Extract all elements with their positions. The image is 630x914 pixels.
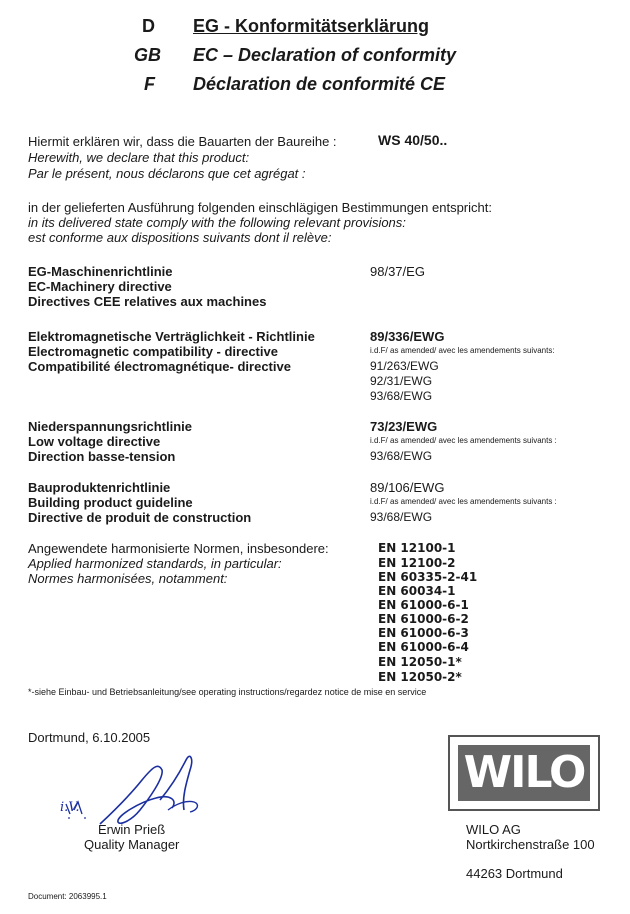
- directive-en: EC-Machinery directive: [28, 279, 172, 294]
- directive-de: Bauproduktenrichtlinie: [28, 480, 171, 495]
- signatory-title: Quality Manager: [84, 837, 180, 852]
- standards-fr: Normes harmonisées, notamment:: [28, 571, 228, 586]
- wilo-logo-text: WILO: [458, 745, 590, 801]
- standard-item: EN 61000-6-2: [378, 612, 469, 626]
- directive-en: Building product guideline: [28, 495, 193, 510]
- wilo-logo: [448, 735, 600, 811]
- footnote: *-siehe Einbau- und Betriebsanleitung/see operating instructions/regardez notice de mise en service: [28, 687, 427, 697]
- directive-fr: Directive de produit de construction: [28, 510, 252, 525]
- amendment-note: i.d.F/ as amended/ avec les amendements suivants:: [370, 346, 555, 355]
- directive-en: Low voltage directive: [28, 434, 161, 449]
- place-date: Dortmund, 6.10.2005: [28, 730, 151, 745]
- intro-fr: Par le présent, nous déclarons que cet agrégat :: [28, 166, 306, 181]
- amendment: 91/263/EWG: [370, 359, 439, 373]
- amendment: 93/68/EWG: [370, 389, 433, 403]
- standard-item: EN 60335-2-41: [378, 570, 478, 584]
- company-name: WILO AG: [466, 822, 521, 837]
- standard-item: EN 12100-1: [378, 541, 456, 555]
- provisions-fr: est conforme aux dispositions suivants dont il relève:: [28, 230, 332, 245]
- signatory-name: Erwin Prieß: [98, 822, 166, 837]
- directive-fr: Direction basse-tension: [28, 449, 176, 464]
- provisions-de: in der gelieferten Ausführung folgenden einschlägigen Bestimmungen entspricht:: [28, 200, 492, 215]
- amendment: 93/68/EWG: [370, 510, 433, 524]
- directive-code: 73/23/EWG: [370, 419, 438, 434]
- directive-code: 98/37/EG: [370, 264, 425, 279]
- standard-item: EN 60034-1: [378, 584, 456, 598]
- company-street: Nortkirchenstraße 100: [466, 837, 595, 852]
- standard-item: EN 12050-1*: [378, 655, 462, 669]
- amendment-note: i.d.F/ as amended/ avec les amendements suivants :: [370, 497, 557, 506]
- standard-item: EN 61000-6-4: [378, 640, 469, 654]
- lang-code-f: F: [144, 74, 155, 94]
- document-number: Document: 2063995.1: [28, 892, 107, 901]
- directive-de: Niederspannungsrichtlinie: [28, 419, 192, 434]
- directive-code: 89/106/EWG: [370, 480, 445, 495]
- standard-item: EN 61000-6-1: [378, 598, 469, 612]
- amendment: 92/31/EWG: [370, 374, 433, 388]
- product-series: WS 40/50..: [378, 132, 448, 148]
- lang-code-gb: GB: [134, 45, 161, 65]
- amendment: 93/68/EWG: [370, 449, 433, 463]
- standards-en: Applied harmonized standards, in particular:: [28, 556, 282, 571]
- directive-fr: Directives CEE relatives aux machines: [28, 294, 267, 309]
- title-en: EC – Declaration of conformity: [193, 45, 457, 65]
- lang-code-d: D: [142, 16, 155, 36]
- directive-fr: Compatibilité électromagnétique- directive: [28, 359, 291, 374]
- title-de: EG - Konformitätserklärung: [193, 16, 430, 36]
- signature-prefix: i.V.: [60, 800, 80, 815]
- company-city: 44263 Dortmund: [466, 866, 563, 881]
- title-fr: Déclaration de conformité CE: [193, 74, 446, 94]
- standard-item: EN 61000-6-3: [378, 626, 469, 640]
- intro-de: Hiermit erklären wir, dass die Bauarten der Baureihe :: [28, 134, 337, 149]
- intro-en: Herewith, we declare that this product:: [28, 150, 250, 165]
- directive-code: 89/336/EWG: [370, 329, 445, 344]
- directive-de: EG-Maschinenrichtlinie: [28, 264, 173, 279]
- standard-item: EN 12050-2*: [378, 670, 462, 684]
- directive-en: Electromagnetic compatibility - directive: [28, 344, 278, 359]
- standards-de: Angewendete harmonisierte Normen, insbesondere:: [28, 541, 329, 556]
- directive-de: Elektromagnetische Verträglichkeit - Richtlinie: [28, 329, 315, 344]
- amendment-note: i.d.F/ as amended/ avec les amendements suivants :: [370, 436, 557, 445]
- provisions-en: in its delivered state comply with the following relevant provisions:: [28, 215, 406, 230]
- standard-item: EN 12100-2: [378, 556, 456, 570]
